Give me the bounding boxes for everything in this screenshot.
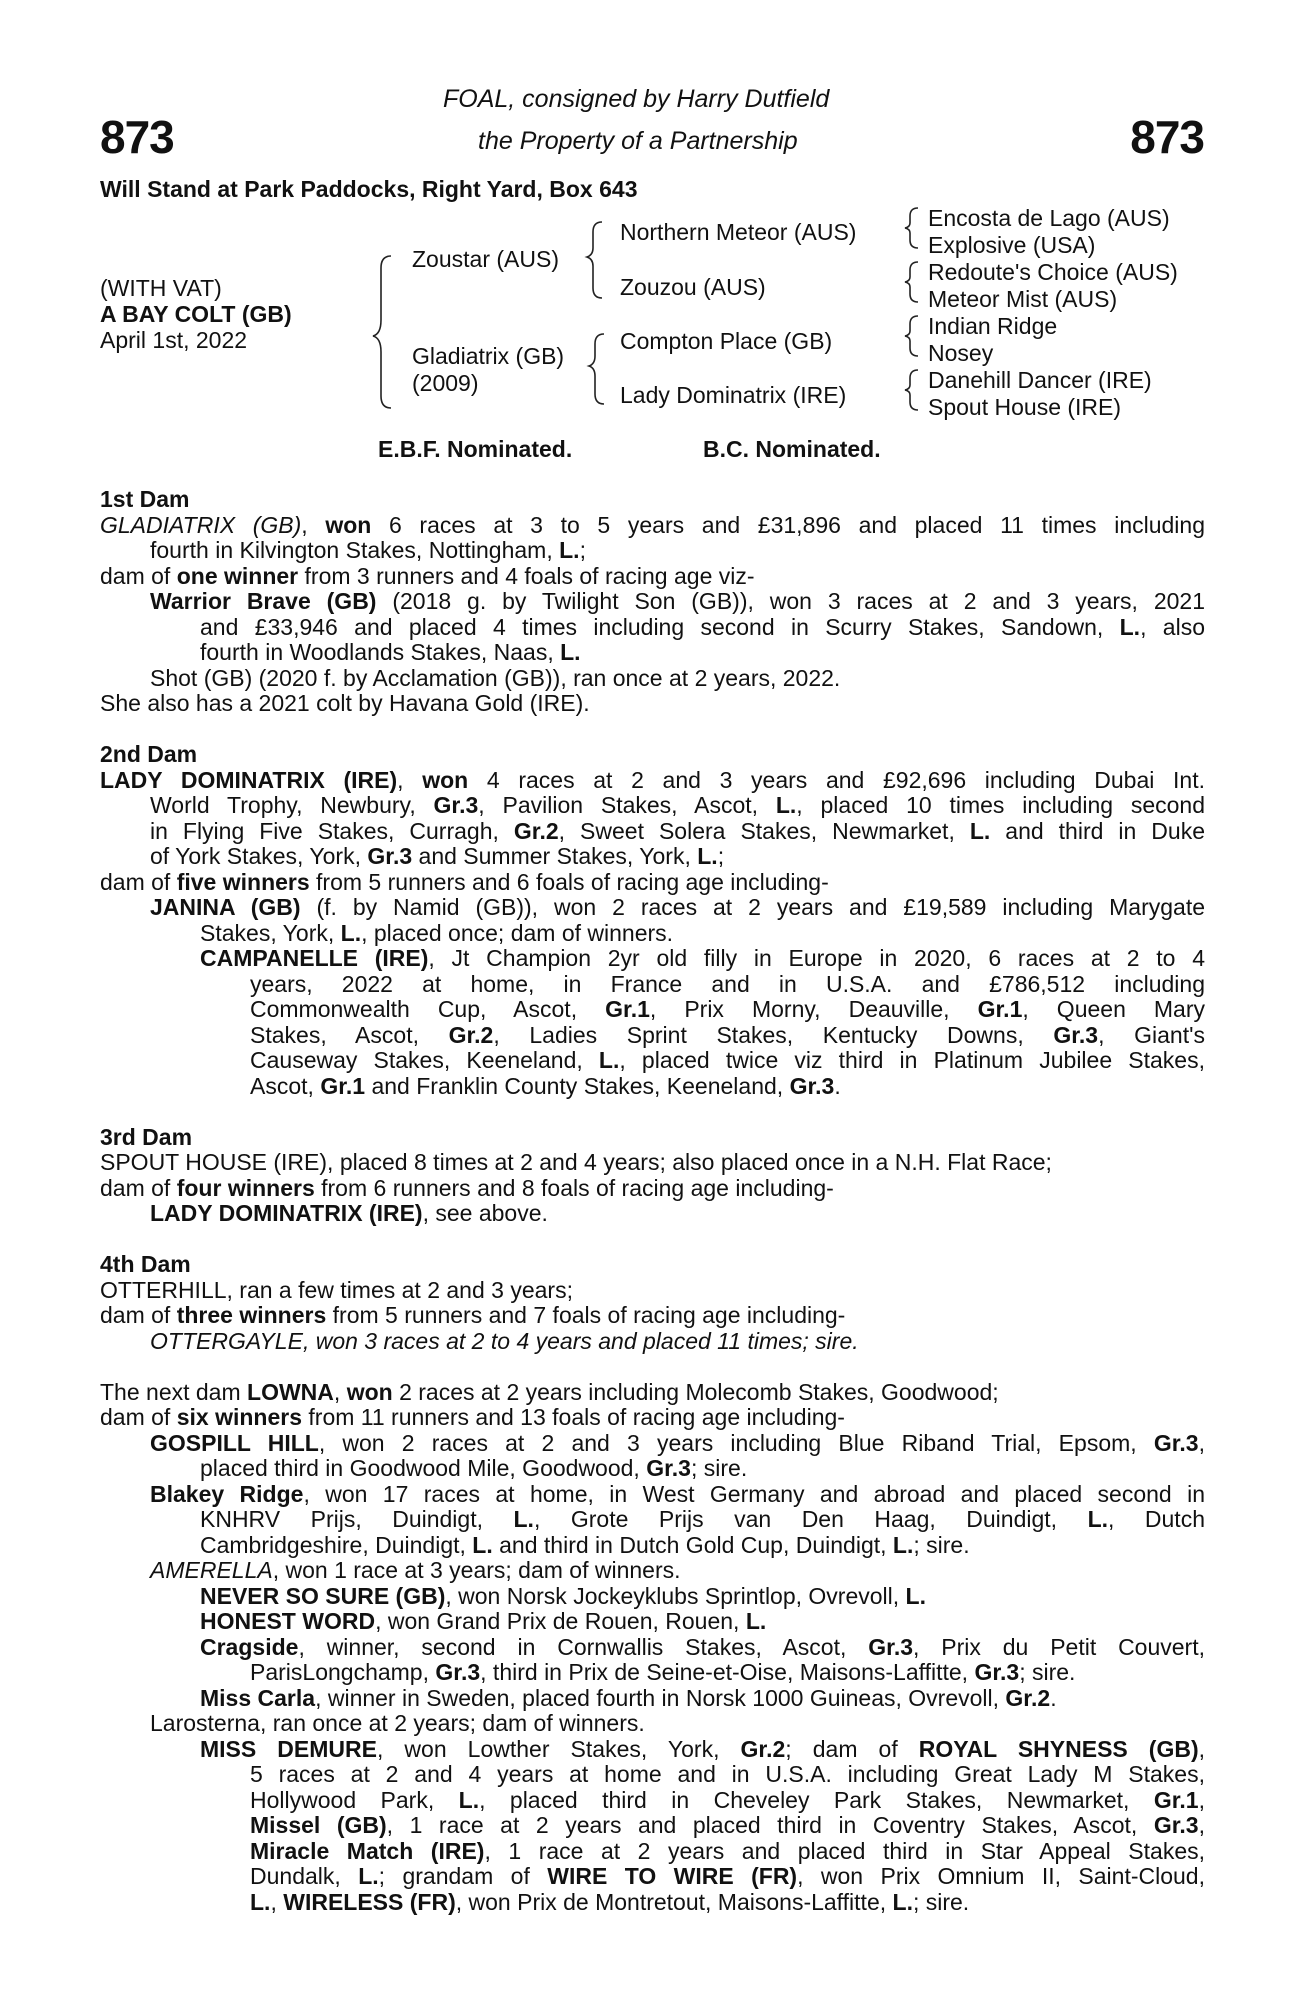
next-dam-line — [100, 1507, 1205, 1533]
third-dam-heading: 3rd Dam — [100, 1123, 193, 1150]
next-dam-line — [100, 1839, 1205, 1865]
dam-year: (2009) — [412, 370, 479, 396]
next-dam-line — [100, 1533, 1205, 1559]
text-run: SPOUT HOUSE (IRE), placed 8 times at 2 and 4 years; also placed once in a N.H. Flat Race; — [100, 1149, 1052, 1175]
text-run: L. — [559, 537, 580, 563]
second-dam-line — [100, 1023, 1205, 1049]
second-dam-line — [100, 921, 1205, 947]
text-run: from 5 runners and 6 foals of racing age including- — [309, 868, 829, 895]
text-run: Shot (GB) (2020 f. by Acclamation (GB)), ran once at 2 years, 2022. — [150, 664, 841, 691]
gg-ancestor-5: Indian Ridge — [928, 313, 1058, 339]
text-run: (f. by Namid (GB)), won 2 races at 2 years and £19,589 including Marygate — [300, 894, 1205, 920]
gg-ancestor-7: Danehill Dancer (IRE) — [928, 367, 1152, 393]
text-run: Cragside — [200, 1633, 299, 1660]
text-run: and £33,946 and placed 4 times including second in Scurry Stakes, Sandown, — [200, 613, 1120, 640]
text-run: and third in Duke — [990, 817, 1205, 844]
second-dam-line — [100, 946, 1205, 972]
text-run: Gr.3 — [367, 843, 413, 869]
lot-number-right: 873 — [1130, 111, 1204, 163]
text-run: , Sweet Solera Stakes, Newmarket, — [558, 817, 970, 844]
text-run: , — [333, 1378, 347, 1405]
text-run: five winners — [176, 868, 310, 895]
text-run: ; sire. — [913, 1531, 970, 1558]
horse-dob: April 1st, 2022 — [100, 327, 248, 353]
first-dam-line — [100, 513, 1205, 539]
next-dam-line — [100, 1431, 1205, 1457]
text-run: JANINA (GB) — [150, 894, 301, 920]
text-run: , won 3 races at 2 to 4 years and placed 11 times; sire. — [302, 1327, 859, 1354]
text-run: Dundalk, — [250, 1863, 359, 1889]
text-run: Gr.1 — [977, 996, 1023, 1022]
text-run: , — [1198, 1429, 1205, 1456]
text-run: , won Lowther Stakes, York, — [376, 1735, 741, 1762]
text-run: The next dam — [100, 1378, 248, 1405]
second-dam-line — [100, 844, 1205, 870]
text-run: four winners — [176, 1174, 315, 1201]
text-run: L. — [598, 1047, 620, 1073]
dam: Gladiatrix (GB) — [412, 343, 565, 369]
text-run: ; — [579, 537, 586, 563]
second-dam-line — [100, 1074, 1205, 1100]
gg-ancestor-1: Encosta de Lago (AUS) — [928, 205, 1170, 231]
first-dam-line — [100, 640, 1205, 666]
gg-ancestor-4: Meteor Mist (AUS) — [928, 286, 1118, 312]
text-run: Blakey Ridge — [150, 1480, 304, 1507]
text-run: LADY DOMINATRIX (IRE) — [100, 766, 398, 793]
text-run: Gr.2 — [513, 817, 559, 844]
next-dam-line — [100, 1813, 1205, 1839]
text-run: , won 1 race at 3 years; dam of winners. — [272, 1557, 681, 1583]
next-dam-line — [100, 1405, 1205, 1431]
text-run: 6 races at 3 to 5 years and £31,896 and placed 11 times including — [371, 511, 1205, 538]
text-run: KNHRV Prijs, Duindigt, — [200, 1506, 514, 1532]
text-run: won — [325, 511, 372, 538]
first-dam-line — [100, 538, 1205, 564]
text-run: , Grote Prijs van Den Haag, Duindigt, — [533, 1506, 1088, 1532]
sire-dam: Zouzou (AUS) — [620, 274, 766, 300]
text-run: GLADIATRIX (GB) — [100, 511, 302, 538]
text-run: one winner — [176, 562, 299, 589]
text-run: ; sire. — [1019, 1659, 1076, 1685]
text-run: , Queen Mary — [1022, 996, 1205, 1022]
text-run: (2018 g. by Twilight Son (GB)), won 3 races at 2 and 3 years, 2021 — [376, 588, 1205, 614]
text-run: , winner, second in Cornwallis Stakes, Ascot, — [298, 1633, 869, 1660]
next-dam-line — [100, 1737, 1205, 1763]
dam-dam: Lady Dominatrix (IRE) — [620, 382, 847, 408]
next-dam-line — [100, 1584, 1205, 1610]
first-dam-heading: 1st Dam — [100, 486, 190, 512]
text-run: Gr.3 — [868, 1633, 914, 1660]
text-run: AMERELLA — [150, 1557, 273, 1583]
next-dam-line — [100, 1609, 1205, 1635]
first-dam-line — [100, 615, 1205, 641]
text-run: fourth in Woodlands Stakes, Naas, — [200, 639, 561, 665]
text-run: , — [301, 511, 326, 538]
text-run: and third in Dutch Gold Cup, Duindigt, — [492, 1531, 893, 1558]
second-dam-heading: 2nd Dam — [100, 741, 198, 767]
text-run: Gr.3 — [646, 1455, 691, 1481]
text-run: , won Norsk Jockeyklubs Sprintlop, Ovrevoll, — [445, 1582, 906, 1609]
text-run: years, 2022 at home, in France and in U.S.A. and £786,512 including — [250, 970, 1205, 997]
second-dam-line — [100, 870, 1205, 896]
next-dam-line — [100, 1635, 1205, 1661]
text-run: placed third in Goodwood Mile, Goodwood, — [200, 1455, 647, 1481]
text-run: Ascot, — [250, 1072, 321, 1099]
text-run: , placed third in Cheveley Park Stakes, Newmarket, — [479, 1786, 1154, 1813]
text-run: Gr.1 — [605, 996, 650, 1022]
fourth-dam-heading: 4th Dam — [100, 1251, 191, 1277]
text-run: WIRELESS (FR) — [283, 1888, 456, 1915]
text-run: L. — [472, 1531, 493, 1558]
text-run: in Flying Five Stakes, Curragh, — [150, 817, 514, 844]
text-run: L. — [892, 1888, 913, 1915]
text-run: World Trophy, Newbury, — [150, 792, 434, 818]
text-run: ; sire. — [912, 1888, 970, 1915]
fourth-dam-line — [100, 1303, 1205, 1329]
text-run: , third in Prix de Seine-et-Oise, Maisons-Laffitte, — [480, 1659, 975, 1685]
text-run: Gr.3 — [789, 1072, 835, 1099]
next-dam-line — [100, 1788, 1205, 1814]
next-dam-line — [100, 1456, 1205, 1482]
text-run: . — [834, 1072, 841, 1099]
text-run: ; sire. — [690, 1455, 748, 1481]
next-dam-line — [100, 1686, 1205, 1712]
text-run: 5 races at 2 and 4 years at home and in U.S.A. including Great Lady M Stakes, — [250, 1761, 1205, 1787]
text-run: , also — [1140, 613, 1205, 640]
text-run: L. — [560, 639, 581, 665]
text-run: from 11 runners and 13 foals of racing age including- — [302, 1404, 845, 1430]
text-run: dam of — [100, 562, 177, 589]
stand-location: Will Stand at Park Paddocks, Right Yard, Box 643 — [100, 176, 638, 202]
text-run: L. — [745, 1608, 767, 1634]
first-dam-line — [100, 564, 1205, 590]
text-run: , won Prix de Montretout, Maisons-Laffitte, — [455, 1888, 893, 1915]
gg-ancestor-2: Explosive (USA) — [928, 232, 1096, 258]
text-run: and Summer Stakes, York, — [412, 843, 698, 869]
text-run: LADY DOMINATRIX (IRE) — [150, 1200, 423, 1226]
text-run: Gr.3 — [435, 1659, 481, 1685]
first-dam-line — [100, 589, 1205, 615]
text-run: MISS DEMURE — [200, 1735, 377, 1762]
text-run: L. — [458, 1786, 480, 1813]
text-run: , won 2 races at 2 and 3 years including Blue Riband Trial, Epsom, — [318, 1429, 1154, 1456]
text-run: Larosterna, ran once at 2 years; dam of winners. — [150, 1710, 645, 1736]
text-run: , Pavilion Stakes, Ascot, — [478, 792, 776, 818]
text-run: GOSPILL HILL — [150, 1429, 319, 1456]
text-run: from 6 runners and 8 foals of racing age including- — [314, 1174, 834, 1201]
text-run: Causeway Stakes, Keeneland, — [250, 1047, 599, 1073]
text-run: L. — [250, 1888, 271, 1915]
text-run: Hollywood Park, — [250, 1786, 459, 1813]
text-run: , placed 10 times including second — [796, 792, 1206, 818]
text-run: L. — [513, 1506, 534, 1532]
consignor-line: FOAL, consigned by Harry Dutfield — [443, 85, 830, 113]
text-run: dam of — [100, 1174, 177, 1201]
text-run: HONEST WORD — [200, 1608, 376, 1634]
text-run: ROYAL SHYNESS (GB) — [918, 1735, 1199, 1762]
text-run: Gr.2 — [448, 1021, 494, 1048]
next-dam-line — [100, 1890, 1205, 1916]
text-run: , Jt Champion 2yr old filly in Europe in 2020, 6 races at 2 to 4 — [428, 945, 1206, 971]
next-dam-line — [100, 1482, 1205, 1508]
text-run: , placed once; dam of winners. — [361, 919, 674, 946]
second-dam-line — [100, 819, 1205, 845]
text-run: dam of — [100, 1302, 177, 1328]
text-run: OTTERGAYLE — [150, 1327, 303, 1354]
property-line: the Property of a Partnership — [478, 127, 798, 155]
text-run: dam of — [100, 868, 177, 895]
text-run: from 3 runners and 4 foals of racing age viz- — [298, 562, 755, 589]
text-run: , Prix du Petit Couvert, — [913, 1633, 1205, 1660]
bc-nomination: B.C. Nominated. — [703, 436, 881, 462]
text-run: Gr.3 — [433, 792, 479, 818]
text-run: fourth in Kilvington Stakes, Nottingham, — [150, 537, 560, 563]
third-dam-line — [100, 1201, 1205, 1227]
next-dam-line — [100, 1660, 1205, 1686]
next-dam-line — [100, 1762, 1205, 1788]
text-run: , — [270, 1888, 284, 1915]
text-run: , placed twice viz third in Platinum Jubilee Stakes, — [619, 1047, 1205, 1073]
catalogue-body — [100, 487, 1205, 1915]
text-run: of York Stakes, York, — [150, 843, 368, 869]
text-run: Gr.1 — [1153, 1786, 1199, 1813]
text-run: Gr.3 — [1153, 1429, 1199, 1456]
text-run: Gr.3 — [1153, 1812, 1199, 1838]
text-run: , — [1198, 1812, 1205, 1838]
text-run: , Dutch — [1108, 1506, 1205, 1532]
lot-number-left: 873 — [100, 111, 174, 163]
second-dam-line — [100, 793, 1205, 819]
text-run: L. — [969, 817, 991, 844]
text-run: ; dam of — [785, 1735, 919, 1762]
text-run: , — [1198, 1735, 1206, 1762]
gg-ancestor-3: Redoute's Choice (AUS) — [928, 259, 1178, 285]
text-run: Stakes, York, — [200, 919, 341, 946]
fourth-dam-line — [100, 1329, 1205, 1355]
second-dam-line — [100, 768, 1205, 794]
text-run: , won Prix Omnium II, Saint-Cloud, — [797, 1863, 1205, 1889]
sire-sire: Northern Meteor (AUS) — [620, 219, 857, 245]
text-run: Commonwealth Cup, Ascot, — [250, 996, 606, 1022]
text-run: OTTERHILL, ran a few times at 2 and 3 years; — [100, 1276, 573, 1303]
text-run: ParisLongchamp, — [250, 1659, 436, 1685]
text-run: 4 races at 2 and 3 years and £92,696 including Dubai Int. — [468, 766, 1205, 793]
text-run: . — [1050, 1684, 1057, 1711]
text-run: , see above. — [422, 1200, 548, 1226]
text-run: Cambridgeshire, Duindigt, — [200, 1531, 473, 1558]
next-dam-line — [100, 1864, 1205, 1890]
gg-ancestor-8: Spout House (IRE) — [928, 394, 1122, 420]
text-run: L. — [697, 843, 718, 869]
first-dam-line — [100, 691, 1205, 717]
text-run: , Ladies Sprint Stakes, Kentucky Downs, — [493, 1021, 1054, 1048]
second-dam-line — [100, 972, 1205, 998]
text-run: WIRE TO WIRE (FR) — [547, 1863, 798, 1889]
next-dam-line — [100, 1380, 1205, 1406]
vat-note: (WITH VAT) — [100, 275, 222, 301]
text-run: Gr.2 — [740, 1735, 786, 1762]
third-dam-line — [100, 1176, 1205, 1202]
gg-ancestor-6: Nosey — [928, 340, 994, 366]
text-run: L. — [892, 1531, 914, 1558]
text-run: , Giant's — [1098, 1021, 1205, 1048]
text-run: LOWNA — [247, 1378, 334, 1405]
text-run: , won 17 races at home, in West Germany and abroad and placed second in — [303, 1480, 1205, 1507]
text-run: dam of — [100, 1404, 177, 1430]
text-run: She also has a 2021 colt by Havana Gold (IRE). — [100, 690, 590, 716]
text-run: CAMPANELLE (IRE) — [200, 945, 429, 971]
third-dam-line — [100, 1150, 1205, 1176]
text-run: Miss Carla — [200, 1684, 316, 1711]
text-run: Missel (GB) — [250, 1812, 387, 1838]
text-run: ; — [717, 843, 725, 869]
text-run: three winners — [176, 1302, 327, 1328]
next-dam-line — [100, 1711, 1205, 1737]
text-run: , Prix Morny, Deauville, — [649, 996, 978, 1022]
text-run: , winner in Sweden, placed fourth in Norsk 1000 Guineas, Ovrevoll, — [315, 1684, 1006, 1711]
text-run: Gr.2 — [1005, 1684, 1051, 1711]
second-dam-line — [100, 895, 1205, 921]
text-run: Stakes, Ascot, — [250, 1021, 449, 1048]
text-run: L. — [1119, 613, 1141, 640]
text-run: Warrior Brave (GB) — [150, 588, 377, 614]
text-run: , 1 race at 2 years and placed third in Coventry Stakes, Ascot, — [386, 1812, 1154, 1838]
text-run: , — [397, 766, 423, 793]
text-run: 2 races at 2 years including Molecomb Stakes, Goodwood; — [392, 1378, 999, 1405]
next-dam-line — [100, 1558, 1205, 1584]
text-run: , — [1198, 1786, 1205, 1813]
ebf-nomination: E.B.F. Nominated. — [378, 436, 573, 462]
text-run: from 5 runners and 7 foals of racing age including- — [326, 1302, 846, 1328]
fourth-dam-line — [100, 1278, 1205, 1304]
text-run: L. — [1087, 1506, 1109, 1532]
text-run: L. — [905, 1582, 926, 1609]
text-run: Miracle Match (IRE) — [250, 1837, 485, 1864]
sire: Zoustar (AUS) — [412, 246, 559, 272]
second-dam-line — [100, 1048, 1205, 1074]
text-run: NEVER SO SURE (GB) — [200, 1582, 446, 1609]
text-run: L. — [358, 1863, 379, 1889]
text-run: ; grandam of — [378, 1863, 548, 1889]
text-run: Gr.3 — [1053, 1021, 1099, 1048]
first-dam-line — [100, 666, 1205, 692]
text-run: L. — [775, 792, 797, 818]
horse-name: A BAY COLT (GB) — [100, 301, 292, 327]
text-run: won — [422, 766, 469, 793]
text-run: won — [346, 1378, 393, 1405]
text-run: , won Grand Prix de Rouen, Rouen, — [375, 1608, 746, 1634]
text-run: Gr.3 — [974, 1659, 1020, 1685]
text-run: Gr.1 — [320, 1072, 366, 1099]
text-run: , 1 race at 2 years and placed third in Star Appeal Stakes, — [484, 1837, 1206, 1864]
text-run: and Franklin County Stakes, Keeneland, — [365, 1072, 790, 1099]
dam-sire: Compton Place (GB) — [620, 328, 833, 354]
text-run: six winners — [176, 1404, 302, 1430]
text-run: L. — [340, 919, 362, 946]
second-dam-line — [100, 997, 1205, 1023]
